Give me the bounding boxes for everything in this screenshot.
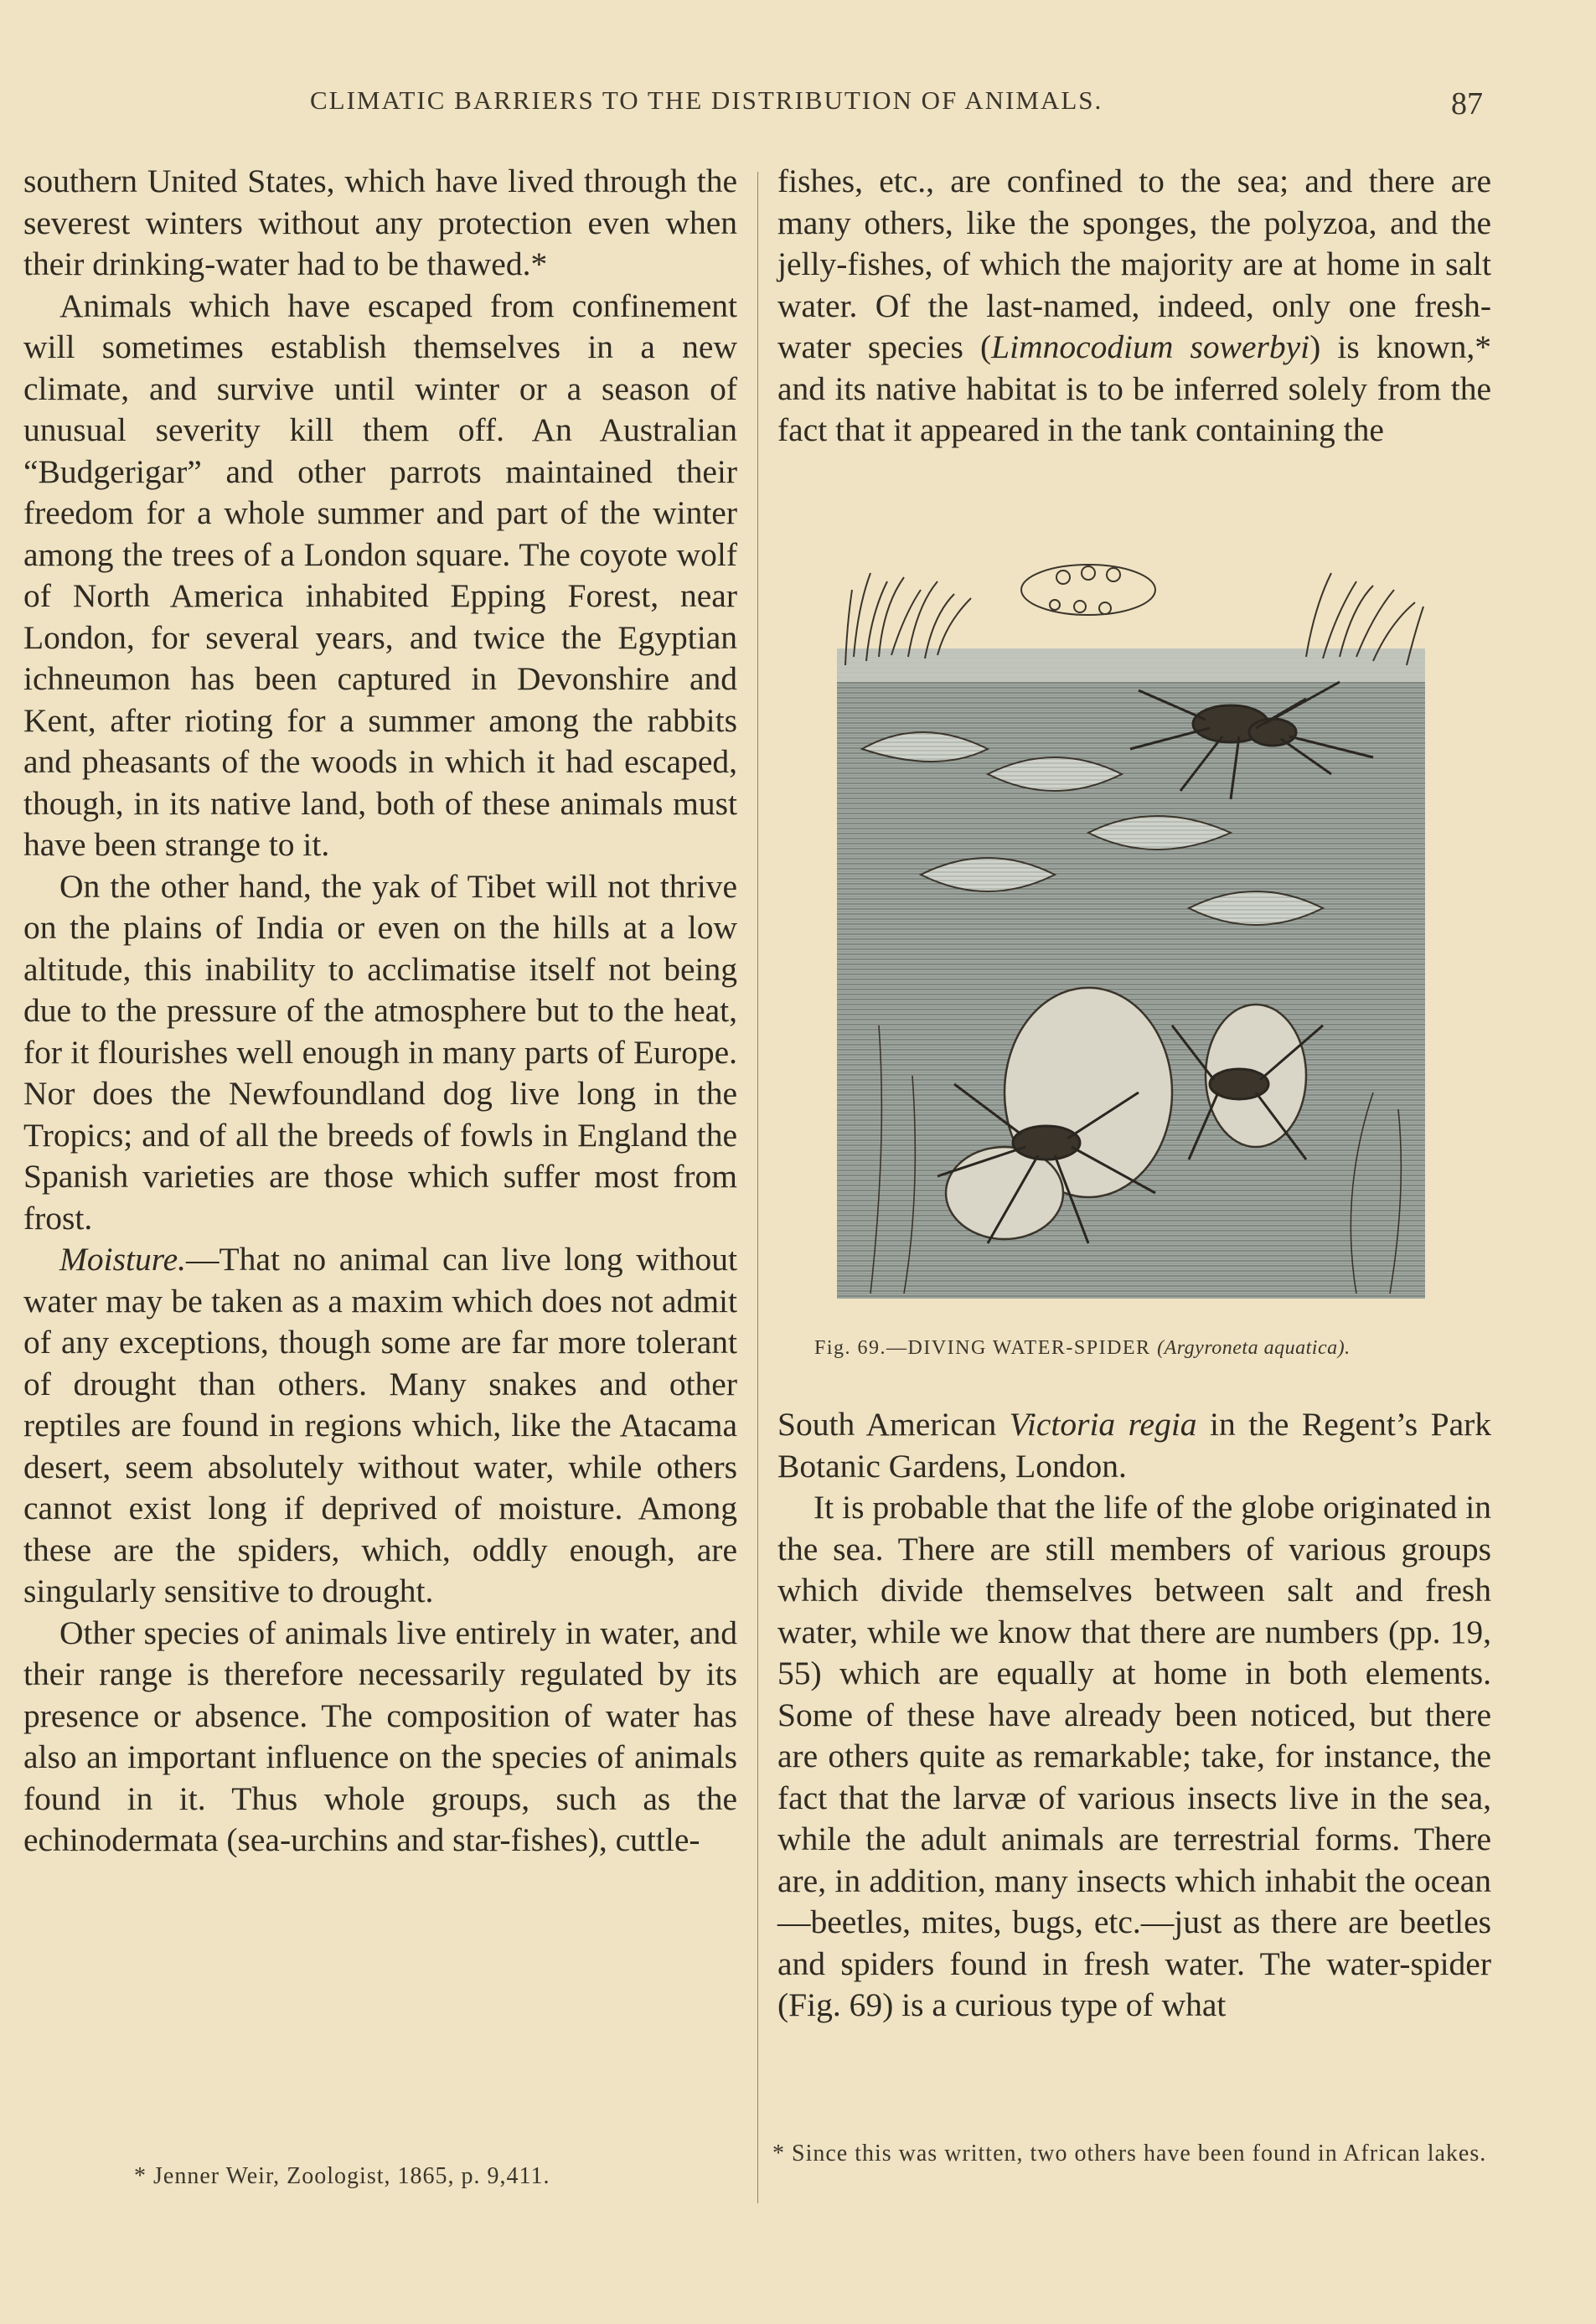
- paragraph: Animals which have escaped from confinement will sometimes establish themselves in a new climate, and survive until winter or a season of unusual severity kill them off. An Australian “Budgerigar” and other parrots maintained their freedom for a whole summer and part of the winter among the trees of a London square. The coyote wolf of North America inhabited Epping Forest, near London, for several years, and twice the Egyptian ichneumon has been captured in Devonshire and Kent, after rioting for a summer among the rabbits and pheasants of the woods in which it had escaped, though, in its native land, both of these animals must have been strange to it.: [23, 287, 737, 863]
- column-divider: [757, 172, 758, 2203]
- paragraph: Other species of animals live entirely in water, and their range is therefore necessarily regulated by its presence or absence. The composition of water has also an important influence on the species of animals found in it. Thus whole groups, such as the echinodermata (sea-urchins and star-fishes), cuttle-: [23, 1614, 737, 1858]
- footnote-right: * Since this was written, two others have been found in African lakes.: [772, 2141, 1487, 2166]
- paragraph: It is probable that the life of the globe originated in the sea. There are still members of various groups which divide themselves between salt and fresh water, while we know that there are numbers (pp. 19, 55) which are equally at home in both elements. Some of these have already been noticed, but there are others quite as remarkable; take, for instance, the fact that the larvæ of various insects live in the sea, while the adult animals are terrestrial forms. There are, in addition, many insects which inhabit the ocean—beetles, mites, bugs, etc.—just as there are beetles and spiders found in fresh water. The water-spider (Fig. 69) is a curious type of what: [777, 1489, 1491, 2023]
- species-name: Victoria regia: [1009, 1406, 1197, 1443]
- right-column-bottom: [777, 1404, 1491, 2027]
- caption-species: (Argyroneta aquatica).: [1157, 1337, 1351, 1359]
- section-lead: Moisture.: [59, 1241, 187, 1278]
- running-title: CLIMATIC BARRIERS TO THE DISTRIBUTION OF ANIMALS.: [310, 85, 1103, 115]
- paragraph-moisture: Moisture.—That no animal can live long without water may be taken as a maxim which does not admit of any exceptions, though some are far more tolerant of drought than others. Many snakes and other reptiles are found in regions which, like the Atacama desert, seem absolutely without water, while others cannot exist long if deprived of moisture. Among these are the spiders, which, oddly enough, are singularly sensitive to drought.: [23, 1241, 737, 1609]
- paragraph: South American Victoria regia in the Regent’s Park Botanic Gardens, London.: [777, 1406, 1491, 1485]
- air-bubbles: [1021, 565, 1155, 615]
- figure-caption: [814, 1337, 1485, 1360]
- paragraph: southern United States, which have lived through the severest winters without any protection even when their drinking-water had to be thawed.*: [23, 163, 737, 282]
- paragraph: On the other hand, the yak of Tibet will not thrive on the plains of India or even on the hills at a low altitude, this inability to acclimatise itself not being due to the pressure of the atmosphere but to the heat, for it flourishes well enough in many parts of Europe. Nor does the Newfoundland dog live long in the Tropics; and of all the breeds of fowls in England the Spanish varieties are those which suffer most from frost.: [23, 867, 737, 1237]
- footnote-left: * Jenner Weir, Zoologist, 1865, p. 9,411.: [134, 2163, 550, 2189]
- running-header: [310, 85, 1483, 127]
- paragraph: fishes, etc., are confined to the sea; and there are many others, like the sponges, the polyzoa, and the jelly-fishes, of which the majority are at home in salt water. Of the last-named, indeed, only one fresh-water species (Limnocodium sowerbyi) is known,* and its native habitat is to be inferred solely from the fact that it appeared in the tank containing the: [777, 163, 1491, 448]
- right-column-top: [777, 161, 1491, 452]
- water-spider-illustration: [837, 556, 1425, 1299]
- left-column: [23, 161, 737, 1862]
- species-name: Limnocodium sowerbyi: [991, 328, 1310, 365]
- caption-label: Fig. 69.—DIVING WATER-SPIDER: [814, 1337, 1151, 1359]
- page-number: 87: [1451, 86, 1483, 121]
